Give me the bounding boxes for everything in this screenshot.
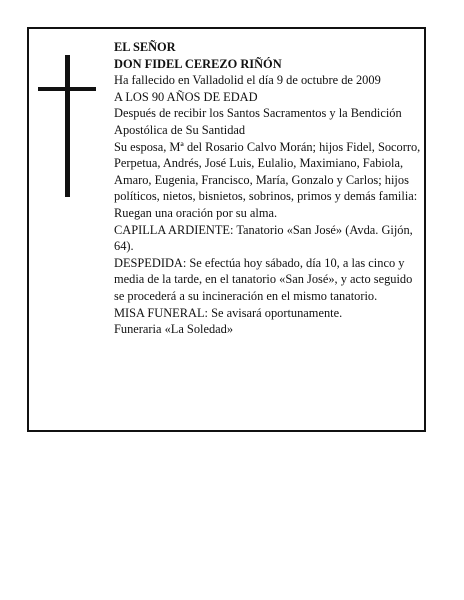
mass-info [114,305,424,322]
cross-icon [38,55,96,197]
funeral-home: Funeraria «La Soledad» [114,322,234,337]
cross-vertical-bar [65,55,70,197]
farewell-text: Se efectúa hoy sábado, día 10, a las cinco y media de la tarde, en el tanatorio «San José», y acto seguido se procederá a su incineración en el mismo tanatorio. [114,255,413,303]
family-list: Su esposa, Mª del Rosario Calvo Morán; hijos Fidel, Socorro, Perpetua, Andrés, José Luis, Eulalio, Maximiano, Fabiola, Amaro, Eugenia, Francisco, María, Gonzalo y Carlos; hijos políticos, nietos, bisnietos, sobrinos, primos y demás familia: [114,139,421,204]
title-line-1: EL SEÑOR [114,40,176,54]
farewell-info [114,255,424,305]
obituary-text [114,39,424,338]
age-line: A LOS 90 AÑOS DE EDAD [114,89,258,104]
mass-text: Se avisará oportunamente. [211,305,343,320]
chapel-info [114,222,424,255]
chapel-label: CAPILLA ARDIENTE: [114,222,234,237]
deceased-name: DON FIDEL CEREZO RIÑÓN [114,56,282,71]
cross-horizontal-bar [38,87,96,91]
farewell-label: DESPEDIDA: [114,255,187,270]
sacraments-line: Después de recibir los Santos Sacramentos y la Bendición Apostólica de Su Santidad [114,106,402,137]
mass-label: MISA FUNERAL: [114,305,208,320]
prayer-request: Ruegan una oración por su alma. [114,205,278,220]
death-info: Ha fallecido en Valladolid el día 9 de octubre de 2009 [114,73,381,88]
chapel-text: Tanatorio «San José» (Avda. Gijón, 64). [114,222,413,254]
